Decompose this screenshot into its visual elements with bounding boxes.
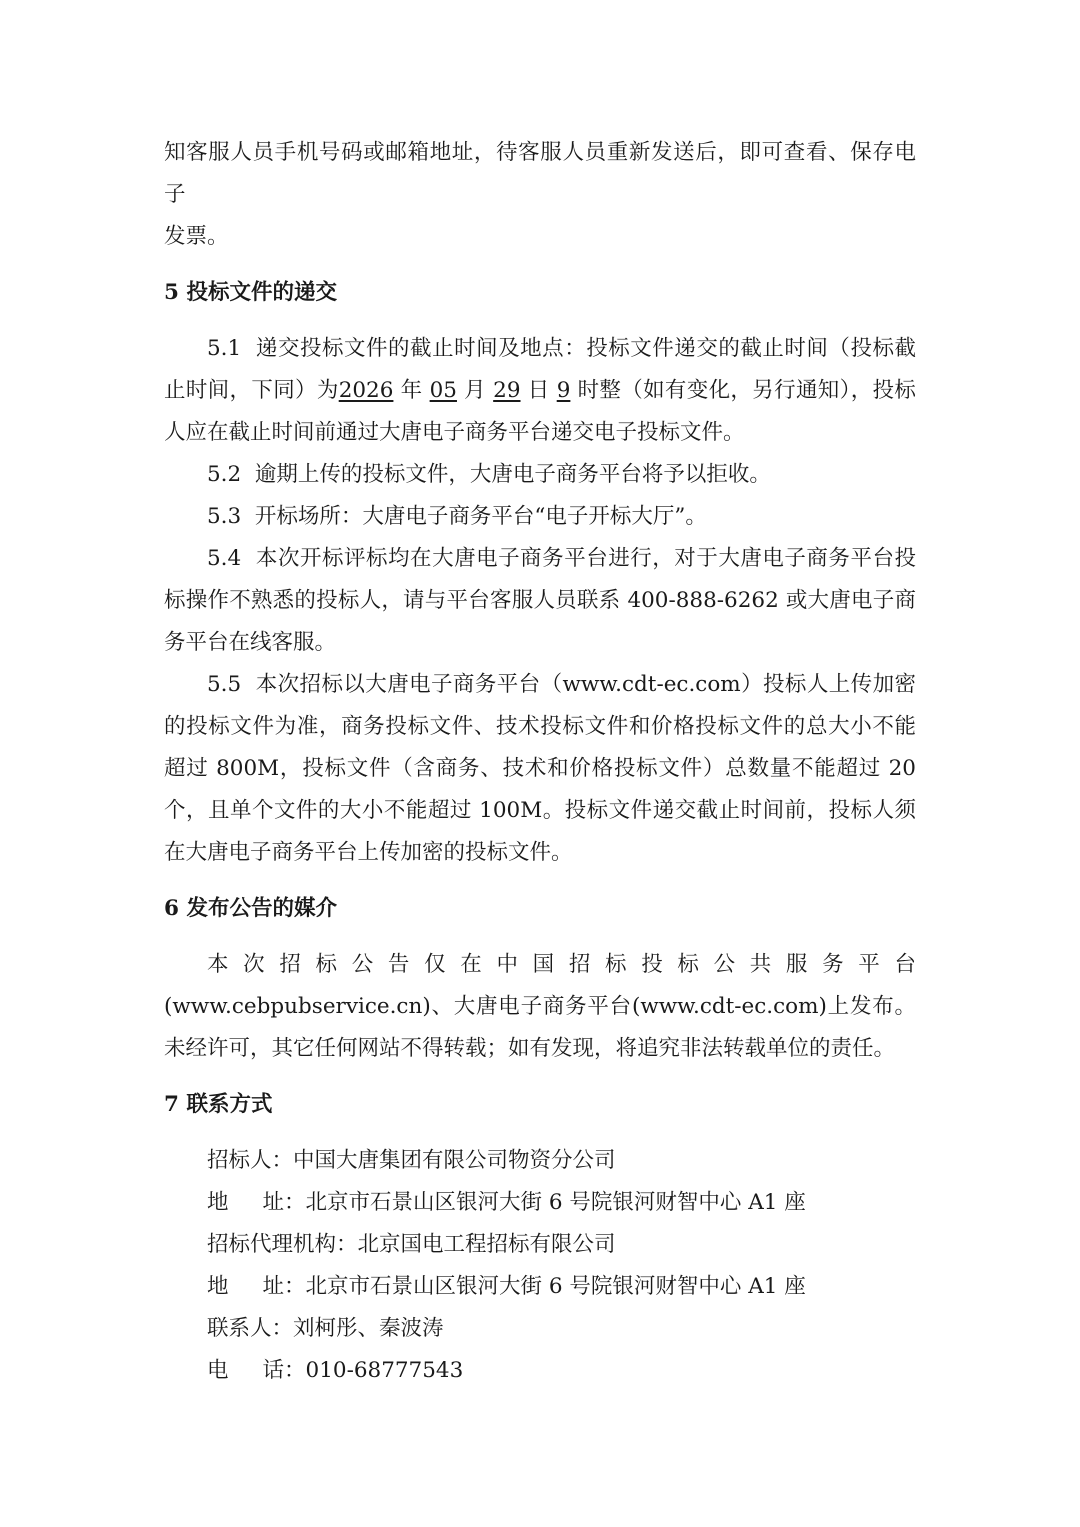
tenderer-address-line <box>207 1182 916 1224</box>
deadline-month-unit: 月 <box>464 378 486 403</box>
deadline-year-unit: 年 <box>400 378 423 403</box>
paragraph-5-5-text: 本次招标以大唐电子商务平台（www.cdt-ec.com）投标人上传加密的投标文件为准，商务投标文件、技术投标文件和价格投标文件的总大小不能超过 800M，投标文件（含商务、技术和价格投标文件）总数量不能超过 20 个，且单个文件的大小不能超过 100M。投标文件递交截止时间前，投标人须在大唐电子商务平台上传加密的投标文件。 <box>164 672 916 865</box>
phone-line <box>207 1350 916 1392</box>
tenderer-line: 招标人：中国大唐集团有限公司物资分公司 <box>207 1148 616 1173</box>
paragraph-5-4 <box>164 538 916 664</box>
paragraph-5-1-number: 5.1 <box>207 336 242 361</box>
address-label-char-1: 地 <box>207 1190 229 1215</box>
deadline-hour: 9 <box>556 378 571 403</box>
intro-line-2: 发票。 <box>164 224 229 249</box>
contact-block <box>164 1140 916 1392</box>
intro-paragraph <box>164 132 916 258</box>
paragraph-5-3-number: 5.3 <box>207 504 242 529</box>
paragraph-5-4-text: 本次开标评标均在大唐电子商务平台进行，对于大唐电子商务平台投标操作不熟悉的投标人，请与平台客服人员联系 400-888-6262 或大唐电子商务平台在线客服。 <box>164 546 916 655</box>
agency-address-line <box>207 1266 916 1308</box>
paragraph-5-1-text-a: 递交投标文件的截止时间及地点：投标文件递交的截止时间（投标截止时间，下同）为 <box>164 336 916 403</box>
paragraph-5-3-text: 开标场所：大唐电子商务平台“电子开标大厅”。 <box>254 504 707 529</box>
paragraph-5-1-text-b: 时整（如有变化，另行通知），投标人应在截止时间前通过大唐电子商务平台递交电子投标文件。 <box>164 378 916 445</box>
address-label-char-2: 址： <box>262 1274 306 1299</box>
deadline-day: 29 <box>493 378 521 403</box>
document-body <box>164 132 916 1392</box>
deadline-month: 05 <box>429 378 457 403</box>
tenderer-address: 北京市石景山区银河大街 6 号院银河财智中心 A1 座 <box>305 1190 806 1215</box>
section-6-heading: 6 发布公告的媒介 <box>164 896 337 921</box>
agency-address: 北京市石景山区银河大街 6 号院银河财智中心 A1 座 <box>305 1274 806 1299</box>
paragraph-5-4-number: 5.4 <box>207 546 242 571</box>
section-5-heading: 5 投标文件的递交 <box>164 280 337 305</box>
deadline-day-unit: 日 <box>527 378 550 403</box>
agency-line: 招标代理机构：北京国电工程招标有限公司 <box>207 1232 616 1257</box>
paragraph-5-2-text: 逾期上传的投标文件，大唐电子商务平台将予以拒收。 <box>254 462 771 487</box>
phone-label-char-1: 电 <box>207 1358 229 1383</box>
phone-number: 010-68777543 <box>305 1358 464 1383</box>
phone-label-char-2: 话： <box>262 1358 306 1383</box>
contact-person-line: 联系人：刘柯彤、秦波涛 <box>207 1316 444 1341</box>
paragraph-5-2-number: 5.2 <box>207 462 242 487</box>
paragraph-5-5-number: 5.5 <box>207 672 242 697</box>
paragraph-5-1 <box>164 328 916 454</box>
paragraph-5-2 <box>164 454 916 496</box>
paragraph-5-3 <box>164 496 916 538</box>
paragraph-5-5 <box>164 664 916 874</box>
section-7-heading: 7 联系方式 <box>164 1092 273 1117</box>
address-label-char-1: 地 <box>207 1274 229 1299</box>
address-label-char-2: 址： <box>262 1190 306 1215</box>
deadline-year: 2026 <box>338 378 394 403</box>
paragraph-6: 本次招标公告仅在中国招标投标公共服务平台(www.cebpubservice.cn)、大唐电子商务平台(www.cdt-ec.com)上发布。未经许可，其它任何网站不得转载；如有发现，将追究非法转载单位的责任。 <box>164 952 916 1061</box>
intro-line-1: 知客服人员手机号码或邮箱地址，待客服人员重新发送后，即可查看、保存电子 <box>164 140 916 207</box>
